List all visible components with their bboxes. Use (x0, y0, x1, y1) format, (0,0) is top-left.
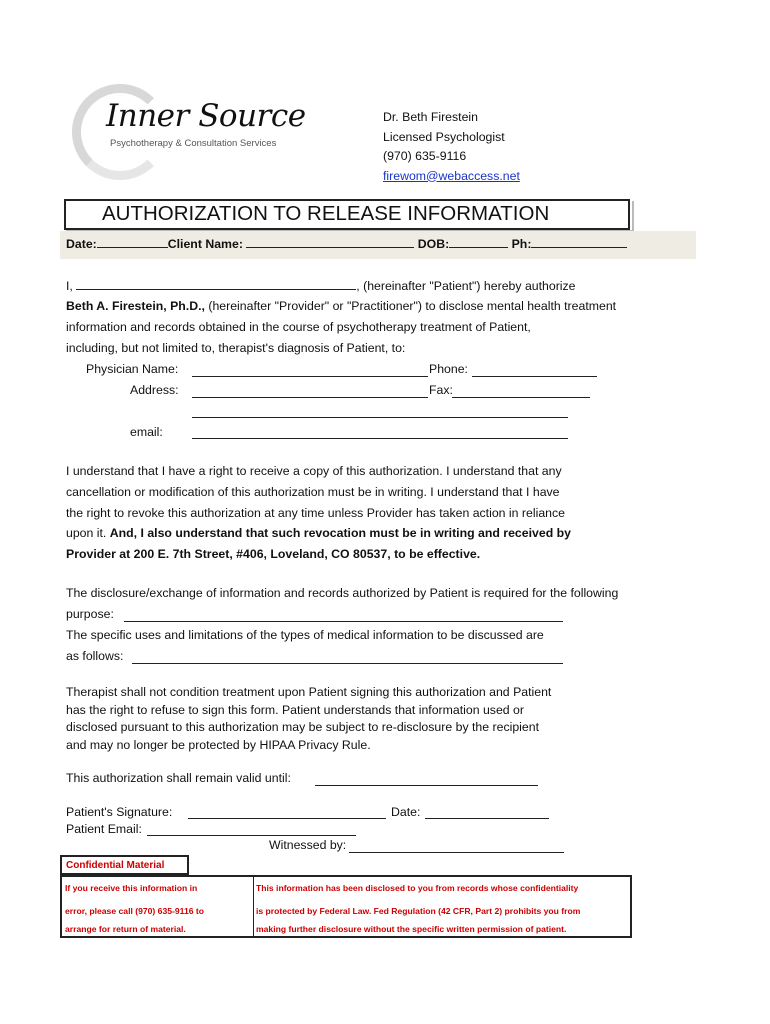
confidential-left-line-2: error, please call (970) 635-9116 to (65, 906, 205, 916)
fax-label: Fax: (429, 383, 453, 397)
dob-field[interactable] (449, 235, 508, 248)
phone-field[interactable] (472, 364, 597, 377)
confidential-label: Confidential Material (60, 855, 189, 875)
signature-date-field[interactable] (425, 806, 549, 819)
conditions-line-3: disclosed pursuant to this authorization may be subject to re-disclosure by the recipient (66, 720, 539, 734)
contact-name: Dr. Beth Firestein (383, 110, 478, 124)
confidential-right-line-1: This information has been disclosed to you from records whose confidentiality (256, 883, 579, 893)
purpose-field[interactable] (124, 609, 563, 622)
contact-email-link[interactable]: firewom@webaccess.net (383, 168, 520, 183)
contact-role: Licensed Psychologist (383, 129, 505, 144)
as-follows-label: as follows: (66, 649, 124, 663)
ph-label: Ph: (511, 237, 532, 251)
physician-name-label: Physician Name: (86, 362, 179, 376)
ph-field[interactable] (531, 235, 627, 248)
confidential-left-line-1: If you receive this information in (65, 883, 198, 893)
client-info-row (66, 234, 627, 255)
physician-email-field[interactable] (192, 426, 568, 439)
confidential-left-line-3: arrange for return of material. (65, 924, 186, 934)
physician-name-field[interactable] (192, 364, 428, 377)
rights-line-5: Provider at 200 E. 7th Street, #406, Loveland, CO 80537, to be effective. (66, 547, 481, 561)
rights-line-1: I understand that I have a right to receive a copy of this authorization. I understand that any (66, 464, 562, 478)
date-field[interactable] (97, 235, 168, 248)
contact-phone: (970) 635-9116 (383, 149, 467, 163)
logo-subtitle: Psychotherapy & Consultation Services (110, 138, 277, 149)
email-label: email: (130, 425, 163, 439)
conditions-paragraph (66, 684, 551, 754)
provider-name: Beth A. Firestein, Ph.D., (66, 299, 205, 313)
provider-text: (hereinafter "Provider" or "Practitioner") to disclose mental health treatment (204, 299, 617, 313)
address-label: Address: (130, 383, 179, 397)
signature-field[interactable] (188, 806, 386, 819)
signature-date-label: Date: (391, 805, 421, 819)
conditions-line-2: has the right to refuse to sign this form. Patient understands that information used or (66, 702, 524, 717)
rights-line-4-bold: And, I also understand that such revocation must be in writing and received by (109, 526, 571, 540)
witnessed-field[interactable] (349, 840, 564, 853)
logo-title: Inner Source (106, 98, 306, 134)
purpose-line-3: The specific uses and limitations of the types of medical information to be discussed are (66, 628, 544, 642)
address-field[interactable] (192, 385, 428, 398)
client-name-field[interactable] (246, 235, 414, 248)
intro-line-4: including, but not limited to, therapist's diagnosis of Patient, to: (66, 341, 406, 355)
rights-line-2: cancellation or modification of this authorization must be in writing. I understand that I have (66, 485, 560, 499)
confidential-divider (253, 877, 254, 936)
page-title: AUTHORIZATION TO RELEASE INFORMATION (102, 202, 550, 225)
conditions-line-1: Therapist shall not condition treatment upon Patient signing this authorization and Patient (66, 685, 552, 699)
address-line-2-field[interactable] (192, 405, 568, 418)
validity-field[interactable] (315, 773, 538, 786)
purpose-label: purpose: (66, 607, 114, 621)
date-label: Date: (66, 237, 97, 251)
rights-line-4 (66, 523, 571, 544)
patient-email-label: Patient Email: (66, 822, 142, 836)
phone-label: Phone: (429, 362, 468, 376)
i-label: I, (66, 279, 73, 293)
confidential-right-line-2: is protected by Federal Law. Fed Regulation (42 CFR, Part 2) prohibits you from (256, 906, 581, 916)
validity-label: This authorization shall remain valid until: (66, 771, 291, 785)
dob-label: DOB: (417, 237, 450, 251)
contact-block (383, 108, 520, 186)
conditions-line-4: and may no longer be protected by HIPAA Privacy Rule. (66, 737, 371, 752)
client-name-label: Client Name: (167, 237, 243, 251)
intro-line-1 (66, 276, 576, 297)
as-follows-field[interactable] (132, 651, 563, 664)
inner-source-logo (68, 82, 308, 182)
rights-line-3: the right to revoke this authorization at any time unless Provider has taken action in reliance (66, 506, 565, 520)
intro-line-2 (66, 296, 616, 317)
intro-hereinafter-text: , (hereinafter "Patient") hereby authorize (356, 279, 576, 293)
fax-field[interactable] (452, 385, 590, 398)
patient-name-field[interactable] (76, 277, 356, 290)
rights-line-4-plain: upon it. (66, 526, 110, 540)
intro-line-3: information and records obtained in the course of psychotherapy treatment of Patient, (66, 320, 531, 334)
witnessed-label: Witnessed by: (269, 838, 347, 852)
purpose-line-1: The disclosure/exchange of information and records authorized by Patient is required for the following (66, 586, 619, 600)
signature-label: Patient's Signature: (66, 805, 173, 819)
confidential-right-line-3: making further disclosure without the specific written permission of patient. (256, 924, 567, 934)
